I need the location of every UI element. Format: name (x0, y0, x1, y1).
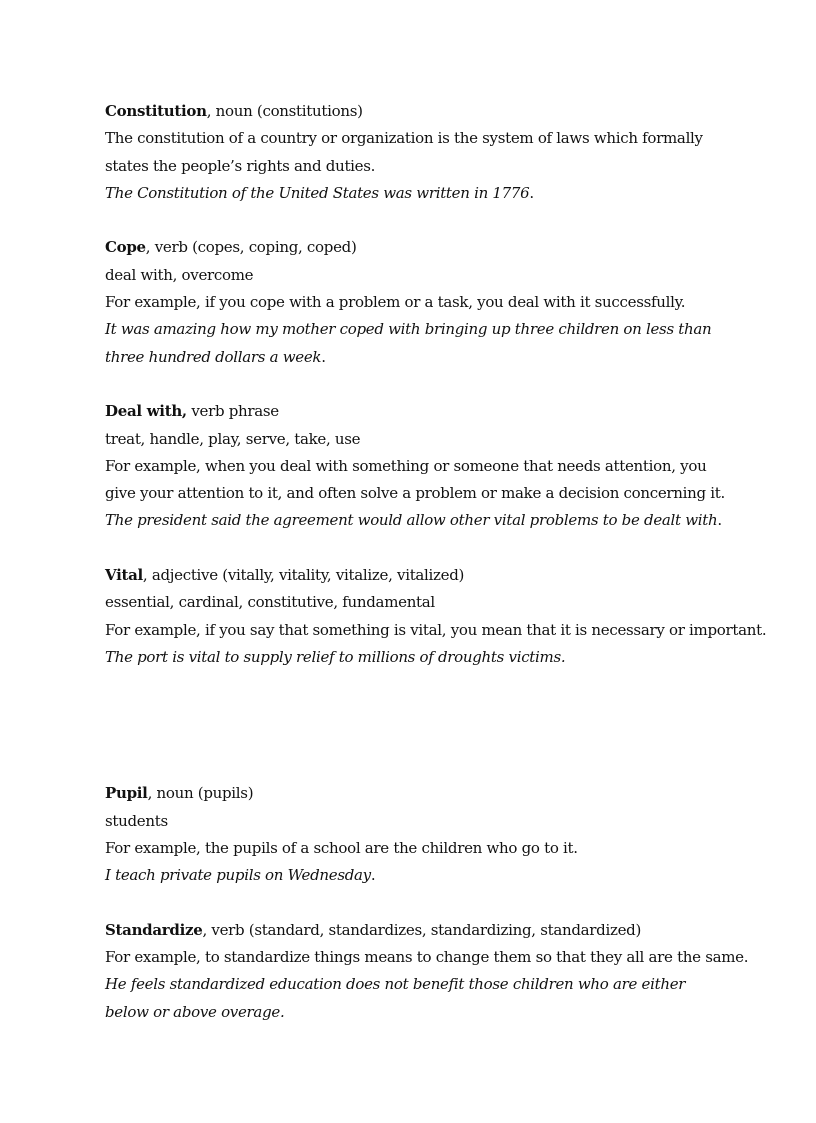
example-line (105, 180, 725, 207)
example-sentence: The port is vital to supply relief to millions of droughts victims. (105, 647, 566, 666)
entry-heading (105, 562, 725, 589)
definition: For example, when you deal with something or someone that needs attention, you give your attention to it, and often solve a problem or make a decision concerning it. (105, 456, 725, 503)
headword: Vital (105, 566, 143, 585)
part-of-speech: , verb (copes, coping, coped) (145, 238, 357, 257)
part-of-speech: , adjective (vitally, vitality, vitalize, vitalized) (142, 566, 465, 585)
example-sentence: The president said the agreement would allow other vital problems to be dealt with (105, 511, 718, 530)
headword: Deal with, (105, 402, 187, 421)
headword: Standardize (105, 920, 203, 939)
entry-heading (105, 917, 725, 944)
entry-cope (105, 234, 725, 370)
definition: The constitution of a country or organization is the system of laws which formally states the people’s rights and duties. (105, 129, 703, 175)
entry-pupil (105, 780, 725, 889)
headword: Pupil (105, 784, 148, 803)
entry-heading (105, 398, 725, 425)
entry-standardize (105, 917, 749, 1026)
headword: Cope (105, 238, 146, 257)
definition: For example, if you cope with a problem or a task, you deal with it successfully. (105, 293, 686, 312)
synonyms: deal with, overcome (105, 265, 254, 284)
entry-heading (105, 780, 725, 807)
entry-constitution (105, 98, 725, 207)
terminal-period: . (321, 347, 326, 366)
definition: For example, if you say that something is vital, you mean that it is necessary or important. (105, 620, 767, 639)
example-sentence: I teach private pupils on Wednesday (105, 866, 371, 885)
headword: Constitution (105, 102, 207, 120)
entry-heading (105, 98, 725, 125)
example-sentence: The Constitution of the United States was written in 1776 (105, 183, 530, 202)
example-sentence: It was amazing how my mother coped with bringing up three children on less than three hundred dollars a week (105, 320, 712, 366)
entry-vital (105, 562, 767, 671)
example-line (105, 507, 725, 534)
example-sentence: He feels standardized education does not benefit those children who are either below or above overage. (105, 975, 686, 1021)
part-of-speech: , verb (standard, standardizes, standardizing, standardized) (202, 920, 641, 939)
part-of-speech: verb phrase (186, 402, 279, 421)
document-page (105, 98, 767, 1026)
terminal-period: . (717, 511, 722, 530)
part-of-speech: , noun (pupils) (147, 784, 254, 803)
terminal-period: . (370, 866, 376, 885)
entry-deal-with (105, 398, 725, 534)
definition: For example, the pupils of a school are the children who go to it. (105, 838, 578, 857)
example-line (105, 862, 725, 889)
synonyms: treat, handle, play, serve, take, use (105, 429, 361, 448)
synonyms: essential, cardinal, constitutive, fundamental (105, 593, 435, 612)
part-of-speech: , noun (constitutions) (206, 102, 363, 120)
synonyms: students (105, 811, 168, 830)
terminal-period: . (529, 183, 534, 202)
example-line (105, 316, 725, 371)
definition: For example, to standardize things means to change them so that they all are the same. (105, 948, 749, 967)
entry-heading (105, 234, 725, 261)
